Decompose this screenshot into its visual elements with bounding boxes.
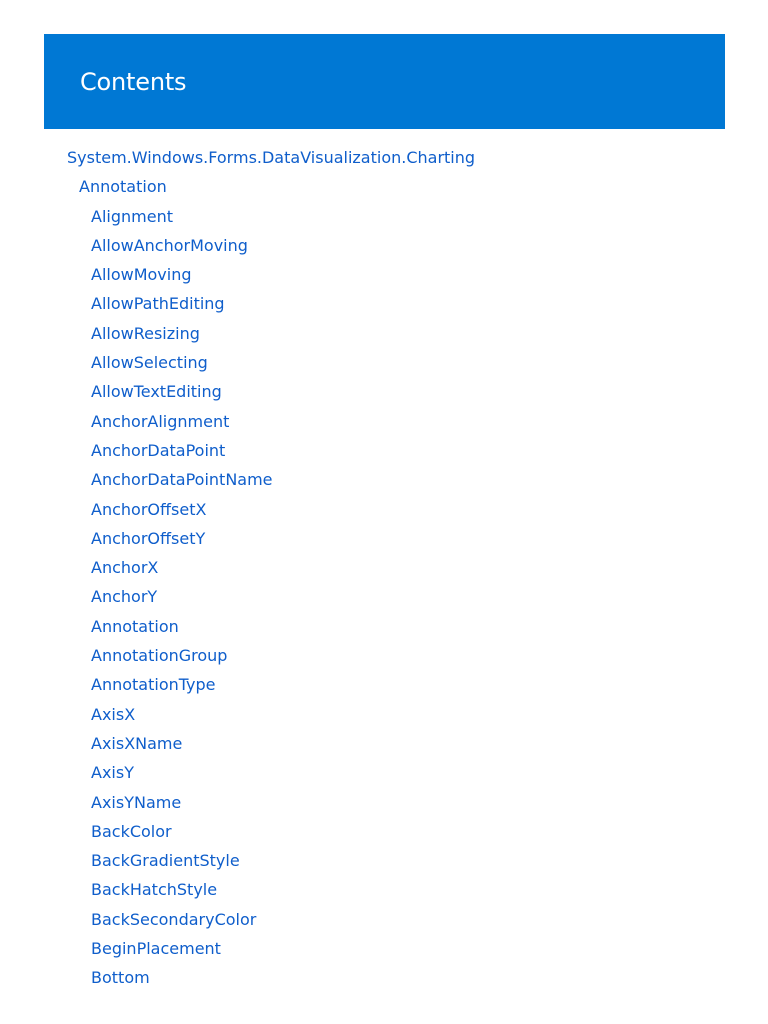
toc-link-member[interactable]: BackSecondaryColor: [91, 909, 257, 929]
toc-link-member[interactable]: AnnotationGroup: [91, 646, 228, 666]
toc-link-member[interactable]: AnchorOffsetY: [91, 528, 206, 548]
toc-link-member[interactable]: AnchorOffsetX: [91, 499, 207, 519]
toc-link-member[interactable]: AnchorX: [91, 558, 159, 578]
toc-link-class[interactable]: Annotation: [79, 177, 167, 197]
toc-link-member[interactable]: Annotation: [91, 616, 179, 636]
toc-link-member[interactable]: AllowMoving: [91, 265, 192, 285]
toc-link-member[interactable]: AnchorY: [91, 587, 158, 607]
toc-link-namespace[interactable]: System.Windows.Forms.DataVisualization.Charting: [67, 148, 476, 167]
toc-link-member[interactable]: BackColor: [91, 821, 172, 841]
toc-link-member[interactable]: AllowTextEditing: [91, 382, 222, 402]
contents-header: [44, 34, 725, 129]
toc-link-member[interactable]: AnchorAlignment: [91, 411, 230, 431]
toc-link-member[interactable]: AnchorDataPointName: [91, 470, 273, 490]
toc-link-member[interactable]: AxisXName: [91, 733, 183, 753]
toc-link-member[interactable]: AxisYName: [91, 792, 182, 812]
toc-link-member[interactable]: AnnotationType: [91, 675, 216, 695]
toc-link-member[interactable]: AllowPathEditing: [91, 294, 225, 314]
toc-link-member[interactable]: AxisX: [91, 704, 136, 724]
toc-link-member[interactable]: AxisY: [91, 763, 134, 783]
toc-link-member[interactable]: AllowAnchorMoving: [91, 235, 248, 255]
toc-link-member[interactable]: AllowResizing: [91, 323, 200, 343]
page-title: Contents: [80, 68, 187, 96]
toc-link-member[interactable]: Bottom: [91, 968, 150, 988]
table-of-contents: [0, 143, 768, 993]
toc-link-member[interactable]: BackHatchStyle: [91, 880, 218, 900]
toc-link-member[interactable]: AllowSelecting: [91, 353, 208, 373]
toc-link-member[interactable]: BeginPlacement: [91, 939, 221, 959]
toc-link-member[interactable]: Alignment: [91, 206, 173, 226]
toc-link-member[interactable]: AnchorDataPoint: [91, 440, 226, 460]
toc-link-member[interactable]: BackGradientStyle: [91, 851, 240, 871]
